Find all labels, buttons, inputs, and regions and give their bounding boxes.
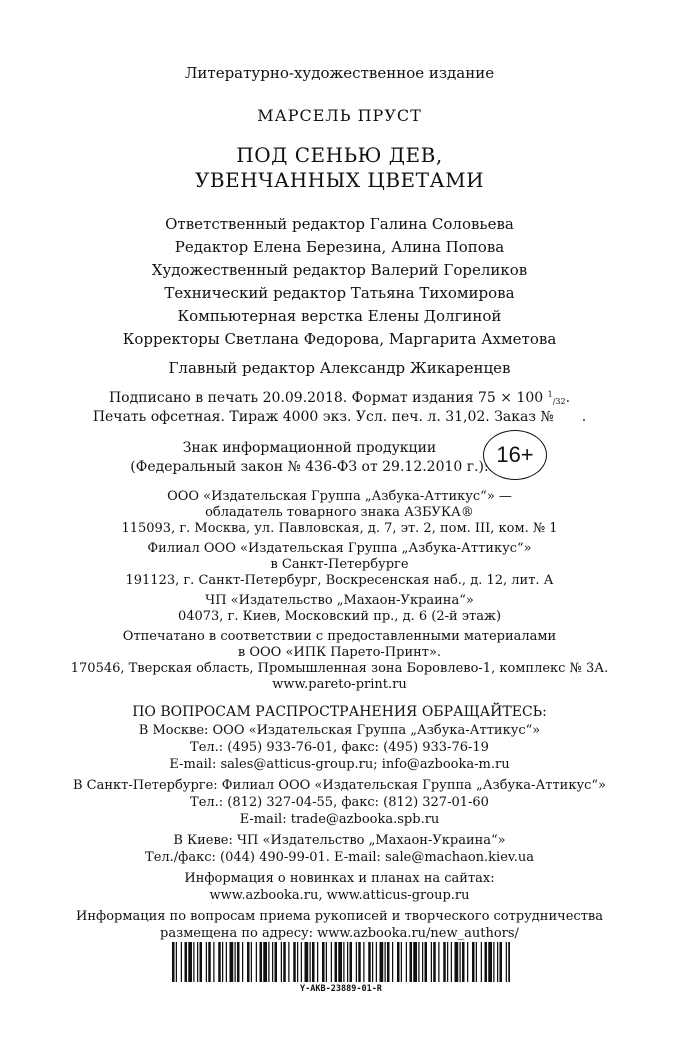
publisher-line: 115093, г. Москва, ул. Павловская, д. 7, эт. 2, пом. III, ком. № 1 bbox=[121, 521, 558, 536]
editor-line: Технический редактор Татьяна Тихомирова bbox=[164, 284, 515, 302]
distribution-line: Тел./факс: (044) 490-99-01. E-mail: sale@machaon.kiev.ua bbox=[145, 850, 534, 865]
chief-editor: Главный редактор Александр Жикаренцев bbox=[168, 359, 511, 377]
distribution-line: Тел.: (495) 933-76-01, факс: (495) 933-76-19 bbox=[190, 740, 489, 755]
editor-line: Корректоры Светлана Федорова, Маргарита Ахметова bbox=[122, 330, 557, 348]
distribution-line: E-mail: sales@atticus-group.ru; info@azbooka-m.ru bbox=[169, 757, 510, 772]
printer-website: www.pareto-print.ru bbox=[272, 677, 407, 692]
book-title-line-2: УВЕНЧАННЫХ ЦВЕТАМИ bbox=[194, 168, 485, 192]
publisher-line: обладатель товарного знака АЗБУКА® bbox=[205, 505, 474, 520]
distribution-line: В Москве: ООО «Издательская Группа „Азбука-Аттикус“» bbox=[138, 723, 541, 738]
publisher-line: 191123, г. Санкт-Петербург, Воскресенская наб., д. 12, лит. А bbox=[125, 573, 554, 588]
info-sign-line-2: (Федеральный закон № 436-ФЗ от 29.12.2010 г.): bbox=[130, 459, 489, 475]
publisher-line: Филиал ООО «Издательская Группа „Азбука-Аттикус“» bbox=[147, 541, 532, 556]
editor-line: Художественный редактор Валерий Гореликов bbox=[151, 261, 528, 279]
distribution-heading: ПО ВОПРОСАМ РАСПРОСТРАНЕНИЯ ОБРАЩАЙТЕСЬ: bbox=[132, 704, 547, 720]
print-info-line-2: Печать офсетная. Тираж 4000 экз. Усл. печ. л. 31,02. Заказ № . bbox=[92, 409, 587, 425]
printer-line: Отпечатано в соответствии с предоставленными материалами bbox=[122, 629, 557, 644]
distribution-line: В Киеве: ЧП «Издательство „Махаон-Украина“» bbox=[173, 833, 506, 848]
distribution-line: Тел.: (812) 327-04-55, факс: (812) 327-01-60 bbox=[190, 795, 489, 810]
news-info-line: Информация о новинках и планах на сайтах: bbox=[184, 871, 495, 886]
manuscripts-info-line: размещена по адресу: www.azbooka.ru/new_authors/ bbox=[160, 926, 519, 941]
print-info-line-1: Подписано в печать 20.09.2018. Формат издания 75 × 100 $^1_{/32}$. bbox=[108, 390, 571, 406]
barcode bbox=[172, 942, 510, 982]
author-name: МАРСЕЛЬ ПРУСТ bbox=[257, 106, 422, 125]
news-info-line: www.azbooka.ru, www.atticus-group.ru bbox=[209, 888, 470, 903]
printer-line: 170546, Тверская область, Промышленная зона Боровлево-1, комплекс № 3А. bbox=[70, 661, 609, 676]
editor-line: Редактор Елена Березина, Алина Попова bbox=[174, 238, 505, 256]
manuscripts-info-line: Информация по вопросам приема рукописей и творческого сотрудничества bbox=[76, 909, 603, 924]
barcode-code: Y-AKB-23889-01-R bbox=[300, 984, 382, 994]
info-sign-line-1: Знак информационной продукции bbox=[182, 440, 437, 456]
distribution-line: E-mail: trade@azbooka.spb.ru bbox=[239, 812, 440, 827]
age-rating-badge: 16+ bbox=[483, 430, 547, 480]
distribution-line: В Санкт-Петербурге: Филиал ООО «Издательская Группа „Азбука-Аттикус“» bbox=[72, 778, 607, 793]
publisher-line: в Санкт-Петербурге bbox=[270, 557, 409, 572]
edition-type: Литературно-художественное издание bbox=[184, 64, 495, 82]
book-title-line-1: ПОД СЕНЬЮ ДЕВ, bbox=[236, 143, 443, 167]
editor-line: Компьютерная верстка Елены Долгиной bbox=[177, 307, 502, 325]
editor-line: Ответственный редактор Галина Соловьева bbox=[165, 215, 514, 233]
publisher-line: ЧП «Издательство „Махаон-Украина“» bbox=[205, 593, 474, 608]
publisher-line: ООО «Издательская Группа „Азбука-Аттикус“» — bbox=[167, 489, 512, 504]
printer-line: в ООО «ИПК Парето-Принт». bbox=[237, 645, 442, 660]
publisher-line: 04073, г. Киев, Московский пр., д. 6 (2-й этаж) bbox=[177, 609, 502, 624]
